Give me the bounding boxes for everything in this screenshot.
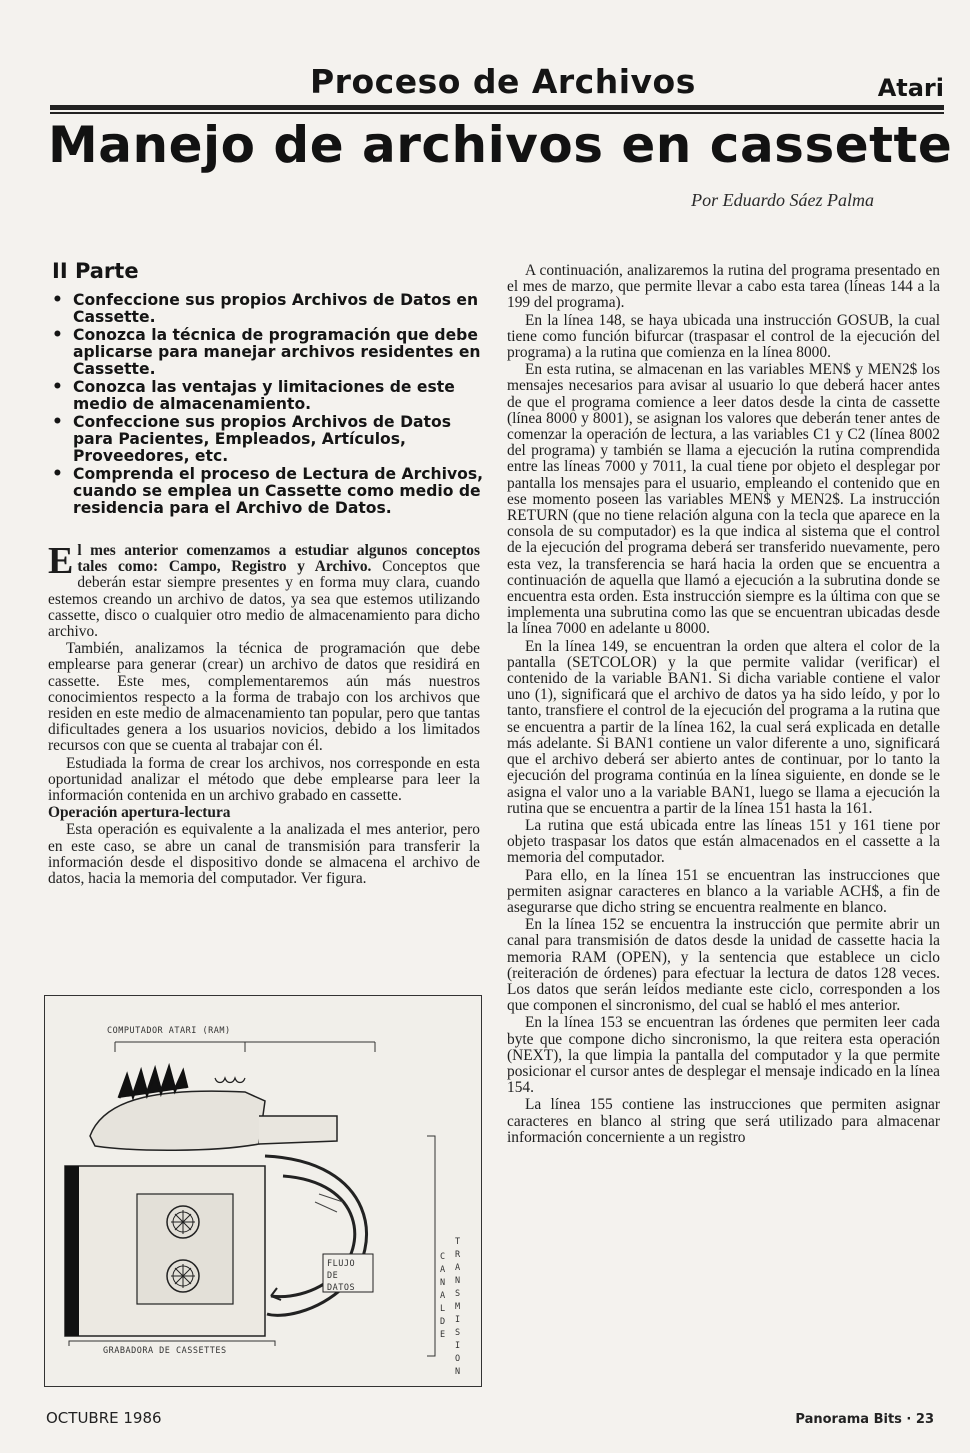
bullet-item: • Conozca la técnica de programación que debe aplicarse para manejar archivos residentes en Cassette. <box>52 327 484 378</box>
body-paragraph: Estudiada la forma de crear los archivos, nos corresponde en esta oportunidad analizar el método que debe emplearse para leer la información contenida en un archivo grabado en cassette. <box>48 754 480 805</box>
figure-drawing <box>45 996 481 1386</box>
lead-paragraph <box>48 540 480 641</box>
channel-label-a: CANAL DE <box>440 1252 446 1340</box>
lead-text: Conceptos que deberán estar siempre presentes y en forma muy clara, cuando estemos creando un archivo de datos, ya sea que estemos utilizando cassette, disco o cualquier otro medio de almacenamiento para dicho archivo. <box>48 558 480 641</box>
data-flow-figure <box>44 995 482 1387</box>
body-paragraph: En la línea 148, se haya ubicada una instrucción GOSUB, la cual tiene como función bifurcar (traspasar el control de la ejecución del programa) a la rutina que comienza en la línea 8000. <box>507 311 940 362</box>
footer-page: Panorama Bits · 23 <box>795 1412 934 1427</box>
bullet-item: • Comprenda el proceso de Lectura de Archivos, cuando se emplea un Cassette como medio de residencia para el Archivo de Datos. <box>52 466 484 517</box>
body-paragraph: A continuación, analizaremos la rutina del programa presentado en el mes de marzo, que permite llevar a cabo esta tarea (líneas 144 a la 199 del programa). <box>507 262 940 312</box>
computer-label: COMPUTADOR ATARI (RAM) <box>107 1026 231 1036</box>
left-column <box>48 540 480 888</box>
body-paragraph: La línea 155 contiene las instrucciones que permiten asignar caracteres en blanco al string que será utilizado para almacenar información concerniente a un registro <box>507 1096 940 1146</box>
lead-bold-text: l mes anterior comenzamos a estudiar algunos conceptos tales como: Campo, Registro y Archivo. <box>77 542 480 576</box>
header-rule-thin <box>50 112 944 114</box>
body-paragraph: La rutina que está ubicada entre las líneas 151 y 161 tiene por objeto traspasar los datos que están almacenados en el cassette a la memoria del computador. <box>507 816 940 867</box>
recorder-label: GRABADORA DE CASSETTES <box>103 1346 227 1356</box>
body-paragraph: En esta rutina, se almacenan en las variables MEN$ y MEN2$ los mensajes necesarios para avisar al usuario lo que deberá hacer antes de que el programa comience a leer datos desde la cinta de cassette (línea 8000 y 8001), se asignan los valores que deberán tener antes de comenzar la operación de lectura, a las variables C1 y C2 (línea 8002 del programa) y también se llama a ejecución la rutina comprendida entre las líneas 7000 y 7011, la cual tiene por objeto el desplegar por pantalla los mensajes para el usuario, empleando el contenido que en ese momento poseen las variables MEN$ y MEN2$. La instrucción RETURN (que no tiene relación alguna con la tecla que aparece en la consola de su computador) es la que indica al sistema que el control de la ejecución del programa deberá ser transferido nuevamente, pero esta vez, la transferencia se hará hacia la orden que se encuentra a continuación de aquella que llamó a ejecución a la subrutina donde se encuentra esta orden. Esta instrucción siempre es la última con que se implementa una subrutina como las que se encuentran ubicadas desde la línea 7000 en adelante u 8000. <box>507 361 940 638</box>
footer-date: OCTUBRE 1986 <box>46 1409 162 1427</box>
right-column <box>507 263 940 1146</box>
channel-label-b: TRANSMISION <box>455 1237 461 1377</box>
part-label: II Parte <box>52 259 139 283</box>
body-paragraph: En la línea 153 se encuentran las órdenes que permiten leer cada byte que compone dicho sincronismo, la que reitera esta operación (NEXT), la que limpia la pantalla del computador y la que permite posicionar el cursor antes de desplegar el mensaje indicado en la línea 154. <box>507 1014 940 1097</box>
bullet-item: • Confeccione sus propios Archivos de Datos en Cassette. <box>52 292 484 326</box>
flow-label: FLUJO DE DATOS <box>327 1259 356 1293</box>
byline: Por Eduardo Sáez Palma <box>691 190 874 210</box>
cassette-recorder-drawing <box>65 1166 265 1336</box>
body-paragraph: Para ello, en la línea 151 se encuentran las instrucciones que permiten asignar caracteres en blanco a la variable ACH$, a fin de asegurarse que dicho string se encuentra realmente en blanco. <box>507 866 940 916</box>
body-paragraph: También, analizamos la técnica de programación que debe emplearse para generar (crear) un archivo de datos que residirá en cassette. Este mes, complementaremos aún más nuestros conocimientos respecto a la forma de trabajo con los archivos que residen en este medio de almacenamiento tan popular, pero que tantas dificultades genera a los usuarios novicios, debido a los limitados recursos con que se cuenta al trabajar con él. <box>48 640 480 755</box>
summary-bullets <box>52 292 484 518</box>
bullet-item: • Confeccione sus propios Archivos de Datos para Pacientes, Empleados, Artículos, Proveedores, etc. <box>52 414 484 465</box>
header-rule <box>50 105 944 110</box>
drop-cap: E <box>48 540 74 582</box>
subheading: Operación apertura-lectura <box>48 804 231 822</box>
article-title: Manejo de archivos en cassette <box>48 116 953 174</box>
body-paragraph: En la línea 149, se encuentran la orden que altera el color de la pantalla (SETCOLOR) y la que permite validar (verificar) el contenido de la variable BAN1. Si dicha variable contiene el valor uno (1), significará que el archivo de datos ya ha sido leído, y por lo tanto, transfiere el control de la ejecución del programa a la rutina que se encuentra a partir de la línea 162, la cual será explicada en detalle más adelante. Si BAN1 contiene un valor diferente a uno, significará que el archivo deberá ser abierto antes de continuar, por lo tanto la ejecución del programa continúa en la línea siguiente, en donde se le asigna el valor uno a la variable BAN1, luego se llama a ejecución la rutina que se encuentra a partir de la línea 151 hasta la 161. <box>507 637 940 817</box>
body-paragraph: En la línea 152 se encuentra la instrucción que permite abrir un canal para transmisión de datos desde la unidad de cassette hacia la memoria RAM (OPEN), y la sentencia que establece un ciclo (reiteración de órdenes) para efectuar la lectura de datos 128 veces. Los datos que serán leídos mediante este ciclo, corresponden a los que componen el sincronismo, del cual se habló el mes anterior. <box>507 916 940 1015</box>
computer-drawing <box>90 1068 337 1150</box>
brand-label: Atari <box>877 74 944 102</box>
bullet-item: • Conozca las ventajas y limitaciones de este medio de almacenamiento. <box>52 379 484 413</box>
body-paragraph: Esta operación es equivalente a la analizada el mes anterior, pero en este caso, se abre un canal de transmisión para transferir la información desde el dispositivo donde se almacena el archivo de datos, hacia la memoria del computador. Ver figura. <box>48 821 480 888</box>
section-title: Proceso de Archivos <box>310 62 696 101</box>
